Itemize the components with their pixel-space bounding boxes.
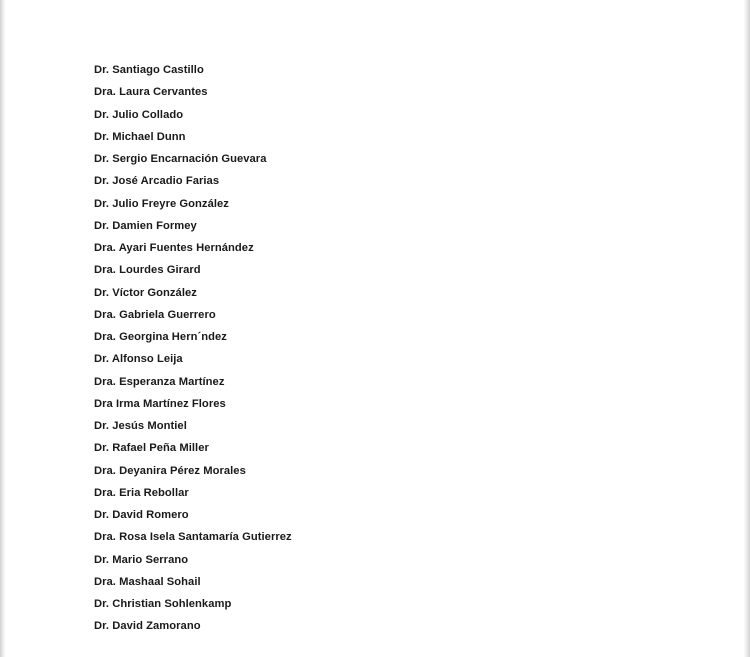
list-item: Dr. Rafael Peña Miller <box>94 442 209 455</box>
list-item: Dra. Esperanza Martínez <box>94 375 225 388</box>
list-item: Dra. Ayari Fuentes Hernández <box>94 242 254 254</box>
list-item: Dr. Julio Collado <box>94 108 184 121</box>
list-item: Dr. Damien Formey <box>94 219 197 232</box>
list-item: Dra. Laura Cervantes <box>94 86 208 99</box>
list-item: Dr. Sergio Encarnación Guevara <box>94 153 267 165</box>
list-item: Dr. Julio Freyre González <box>94 197 229 210</box>
list-item: Dra. Gabriela Guerrero <box>94 308 216 321</box>
list-item: Dr. David Romero <box>94 509 189 521</box>
researcher-name-list <box>94 63 292 642</box>
page-left-edge <box>0 0 5 657</box>
list-item: Dr. Alfonso Leija <box>94 353 183 366</box>
list-item: Dr. Víctor González <box>94 286 197 299</box>
list-item: Dra. Deyanira Pérez Morales <box>94 464 246 477</box>
list-item: Dr. David Zamorano <box>94 620 201 633</box>
list-item: Dr. Michael Dunn <box>94 130 186 143</box>
list-item: Dra. Georgina Hern´ndez <box>94 331 227 343</box>
list-item: Dr. Christian Sohlenkamp <box>94 598 232 610</box>
list-item: Dra. Eria Rebollar <box>94 486 189 499</box>
list-item: Dra Irma Martínez Flores <box>94 397 226 410</box>
list-item: Dra. Rosa Isela Santamaría Gutierrez <box>94 531 292 544</box>
list-item: Dr. Jesús Montiel <box>94 420 187 432</box>
list-item: Dr. José Arcadio Farias <box>94 175 220 188</box>
list-item: Dr. Mario Serrano <box>94 553 189 566</box>
list-item: Dr. Santiago Castillo <box>94 64 204 76</box>
list-item: Dra. Mashaal Sohail <box>94 575 201 588</box>
page-right-edge <box>744 0 750 657</box>
list-item: Dra. Lourdes Girard <box>94 264 201 277</box>
